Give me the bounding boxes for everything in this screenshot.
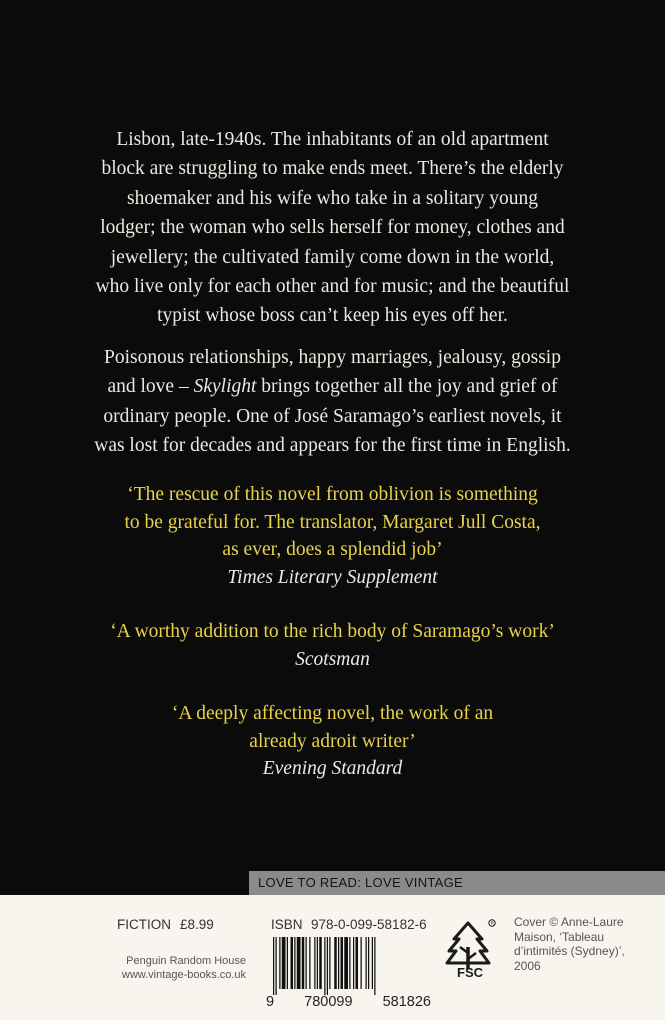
quote-line: to be grateful for. The translator, Margaret Jull Costa, — [124, 511, 541, 533]
svg-text:R: R — [490, 920, 494, 926]
quote-source: Evening Standard — [262, 758, 403, 780]
blurb-line: shoemaker and his wife who take in a solitary young — [126, 187, 539, 209]
barcode-digit-group: 9 — [266, 994, 275, 1010]
credit-line: Maison, ‘Tableau — [514, 929, 605, 944]
publisher-url: www.vintage-books.co.uk — [121, 969, 246, 981]
publisher-info — [100, 954, 246, 982]
quote-line: ‘A worthy addition to the rich body of Saramago’s work’ — [110, 621, 555, 642]
blurb-paragraph-2 — [60, 343, 605, 461]
blurb-text: and love – — [107, 376, 194, 398]
publisher-name: Penguin Random House — [126, 955, 246, 967]
quote-text — [50, 481, 615, 564]
isbn-number: 978-0-099-58182-6 — [311, 917, 427, 932]
quote-line: ‘The rescue of this novel from oblivion is something — [127, 484, 538, 505]
imprint-strip-brand-panel — [0, 871, 245, 895]
review-quote-tls — [50, 481, 615, 591]
footer-panel — [0, 895, 665, 1020]
quote-line: as ever, does a splendid job’ — [222, 539, 443, 561]
quote-source: Scotsman — [295, 648, 370, 670]
review-quote-evening-standard — [50, 700, 615, 783]
imprint-strip — [0, 871, 665, 895]
barcode-icon — [271, 937, 423, 995]
blurb-line: typist whose boss can’t keep his eyes off her. — [157, 305, 508, 327]
blurb-line: was lost for decades and appears for the first time in English. — [94, 435, 571, 457]
barcode-digit-group: 780099 — [304, 994, 353, 1010]
barcode-digit-group: 581826 — [382, 994, 431, 1010]
blurb-line: ordinary people. One of José Saramago’s earliest novels, it — [103, 405, 562, 427]
cover-credit — [514, 915, 654, 973]
blurb-line: block are struggling to make ends meet. There’s the elderly — [101, 158, 564, 180]
blurb-line: lodger; the woman who sells herself for money, clothes and — [100, 217, 565, 239]
blurb-line: who live only for each other and for music; and the beautiful — [95, 276, 570, 298]
credit-line: d’intimités (Sydney)’, — [514, 944, 625, 958]
quote-line: already adroit writer’ — [249, 730, 416, 752]
quote-source: Times Literary Supplement — [227, 566, 438, 588]
book-title-italic: Skylight — [193, 376, 257, 398]
imprint-slogan: LOVE TO READ: LOVE VINTAGE — [258, 875, 464, 890]
category-label: FICTION — [117, 917, 171, 932]
barcode-digits — [266, 994, 431, 1010]
blurb-text: brings together all the joy and grief of — [256, 376, 558, 398]
isbn-label: ISBN — [271, 917, 303, 932]
blurb-line — [60, 372, 605, 401]
review-quote-scotsman — [50, 618, 615, 673]
blurb-paragraph-1 — [60, 125, 605, 331]
price-label: £8.99 — [180, 917, 214, 932]
quote-text — [50, 700, 615, 755]
quote-text — [50, 618, 615, 646]
blurb-line: Poisonous relationships, happy marriages, jealousy, gossip — [104, 347, 561, 368]
credit-line: Cover © Anne-Laure — [514, 915, 624, 929]
credit-line: 2006 — [514, 958, 541, 973]
blurb-line: Lisbon, late-1940s. The inhabitants of an old apartment — [116, 129, 549, 150]
blurb-line: jewellery; the cultivated family come down in the world, — [110, 246, 555, 268]
fsc-label: FSC — [457, 965, 483, 980]
quote-line: ‘A deeply affecting novel, the work of an — [171, 703, 494, 724]
